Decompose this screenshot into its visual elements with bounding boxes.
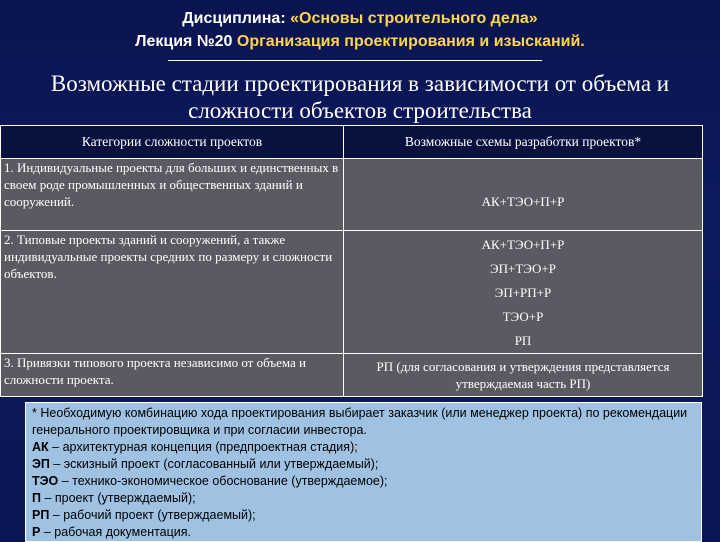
legend-desc: – эскизный проект (согласованный или утверждаемый); — [49, 457, 379, 471]
stages-table — [0, 125, 703, 397]
scheme-item: АК+ТЭО+П+Р — [481, 237, 565, 252]
legend-item — [32, 456, 695, 473]
legend-item — [32, 439, 695, 456]
discipline-label: Дисциплина: — [182, 10, 286, 27]
legend-abbr: ЭП — [32, 457, 50, 471]
legend-abbr: П — [32, 491, 41, 505]
legend-item — [32, 507, 695, 524]
scheme-item: ЭП+РП+Р — [494, 285, 552, 300]
column-header-schemes: Возможные схемы разработки проектов* — [344, 126, 703, 159]
legend-item — [32, 490, 695, 507]
legend-item — [32, 524, 695, 541]
scheme-item: РП (для согласования и утверждения представляется утверждаемая часть РП) — [376, 359, 670, 391]
discipline-line — [0, 10, 720, 28]
scheme-item: ЭП+ТЭО+Р — [490, 261, 556, 276]
table-row — [1, 159, 703, 231]
category-cell: 1. Индивидуальные проекты для больших и единственных в своем роде промышленных и общественных зданий и сооружений. — [1, 159, 344, 231]
lecture-topic: Организация проектирования и изысканий. — [236, 33, 585, 50]
category-cell: 3. Привязки типового проекта независимо от объема и сложности проекта. — [1, 354, 344, 397]
schemes-cell — [344, 231, 703, 354]
footnote-intro: * Необходимую комбинацию хода проектирования выбирает заказчик (или менеджер проекта) по рекомендации генерального проектировщика и при согласии инвестора. — [32, 406, 688, 437]
scheme-item: РП — [514, 333, 532, 348]
discipline-name: «Основы строительного дела» — [290, 10, 538, 27]
lecture-label: Лекция №20 — [135, 33, 233, 50]
legend-abbr: Р — [32, 525, 41, 539]
legend-desc: – архитектурная концепция (предпроектная стадия); — [48, 440, 358, 454]
legend-desc: – проект (утверждаемый); — [40, 491, 196, 505]
slide-title: Возможные стадии проектирования в зависимости от объема и сложности объектов строительства — [50, 71, 670, 123]
header-divider — [168, 60, 542, 61]
schemes-cell — [344, 354, 703, 397]
legend-desc: – рабочая документация. — [40, 525, 192, 539]
legend-item — [32, 473, 695, 490]
footnote-box — [25, 402, 702, 542]
legend-abbr: АК — [32, 440, 49, 454]
scheme-item: АК+ТЭО+П+Р — [481, 194, 565, 209]
schemes-cell — [344, 159, 703, 231]
legend-desc: – рабочий проект (утверждаемый); — [49, 508, 256, 522]
table-row — [1, 354, 703, 397]
lecture-line — [0, 33, 720, 51]
legend-abbr: РП — [32, 508, 50, 522]
table-row — [1, 231, 703, 354]
legend-abbr: ТЭО — [32, 474, 59, 488]
category-cell: 2. Типовые проекты зданий и сооружений, а также индивидуальные проекты средних по размеру и сложности объектов. — [1, 231, 344, 354]
scheme-item: ТЭО+Р — [502, 309, 544, 324]
column-header-categories: Категории сложности проектов — [1, 126, 344, 159]
legend-desc: – технико-экономическое обоснование (утверждаемое); — [58, 474, 388, 488]
